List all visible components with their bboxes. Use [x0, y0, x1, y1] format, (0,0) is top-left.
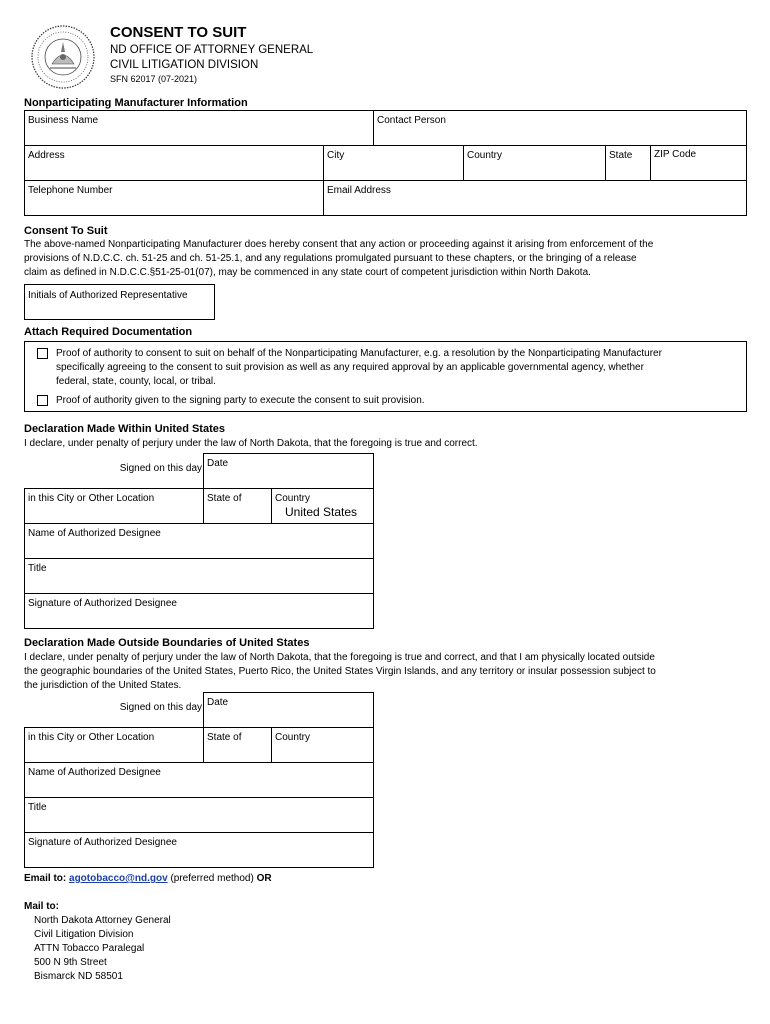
- within-title-label: Title: [28, 563, 47, 574]
- doc-item-2: Proof of authority given to the signing party to execute the consent to suit provision.: [56, 395, 425, 406]
- mail-to-label: Mail to:: [24, 901, 59, 912]
- outside-city-label: in this City or Other Location: [28, 732, 155, 743]
- within-us-declaration: I declare, under penalty of perjury under the law of North Dakota, that the foregoing is true and correct.: [24, 438, 478, 449]
- within-title-field[interactable]: [24, 558, 374, 594]
- state-label: State: [609, 150, 633, 161]
- consent-text-line-1: The above-named Nonparticipating Manufacturer does hereby consent that any action or proceeding against it arising from enforcement of the: [24, 239, 654, 250]
- doc-item-1-line-3: federal, state, county, local, or tribal.: [56, 376, 216, 387]
- email-suffix: (preferred method): [170, 873, 254, 884]
- outside-us-section-title: Declaration Made Outside Boundaries of United States: [24, 637, 310, 649]
- business-name-field[interactable]: [24, 110, 374, 146]
- consent-section-title: Consent To Suit: [24, 225, 108, 237]
- outside-signature-field[interactable]: [24, 832, 374, 868]
- outside-name-field[interactable]: [24, 762, 374, 798]
- within-city-label: in this City or Other Location: [28, 493, 155, 504]
- office-name: ND OFFICE OF ATTORNEY GENERAL: [110, 44, 314, 56]
- within-signature-label: Signature of Authorized Designee: [28, 598, 177, 609]
- form-title: CONSENT TO SUIT: [110, 24, 247, 41]
- mail-line-5: Bismarck ND 58501: [34, 971, 123, 982]
- outside-state-field[interactable]: [203, 727, 272, 763]
- outside-title-label: Title: [28, 802, 47, 813]
- email-instruction: [24, 873, 272, 884]
- consent-text-line-3: claim as defined in N.D.C.C.§51-25-01(07), may be commenced in any state court of competent jurisdiction within North Dakota.: [24, 267, 591, 278]
- within-us-section-title: Declaration Made Within United States: [24, 423, 225, 435]
- address-label: Address: [28, 150, 65, 161]
- business-name-label: Business Name: [28, 115, 99, 126]
- email-label: Email Address: [327, 185, 391, 196]
- within-date-field[interactable]: [203, 453, 374, 489]
- outside-name-label: Name of Authorized Designee: [28, 767, 161, 778]
- state-seal-logo: [30, 24, 96, 90]
- outside-date-label: Date: [207, 697, 229, 708]
- outside-signed-label: Signed on this day: [119, 702, 202, 713]
- city-field[interactable]: [323, 145, 464, 181]
- initials-label: Initials of Authorized Representative: [28, 290, 188, 301]
- zip-label: ZIP Code: [654, 149, 697, 160]
- division-name: CIVIL LITIGATION DIVISION: [110, 59, 259, 71]
- documentation-section-title: Attach Required Documentation: [24, 326, 193, 338]
- within-country-label: Country: [275, 493, 311, 504]
- state-field[interactable]: [605, 145, 651, 181]
- outside-title-field[interactable]: [24, 797, 374, 833]
- initials-field[interactable]: [24, 284, 215, 320]
- within-state-field[interactable]: [203, 488, 272, 524]
- outside-city-field[interactable]: [24, 727, 204, 763]
- manufacturer-section-title: Nonparticipating Manufacturer Information: [24, 97, 248, 109]
- address-field[interactable]: [24, 145, 324, 181]
- telephone-field[interactable]: [24, 180, 324, 216]
- email-link[interactable]: agotobacco@nd.gov: [69, 873, 168, 884]
- outside-date-field[interactable]: [203, 692, 374, 728]
- authority-signing-checkbox[interactable]: [37, 395, 48, 406]
- within-signature-field[interactable]: [24, 593, 374, 629]
- or-text: OR: [256, 873, 272, 884]
- within-name-label: Name of Authorized Designee: [28, 528, 161, 539]
- outside-state-label: State of: [207, 732, 242, 743]
- authority-consent-checkbox[interactable]: [37, 348, 48, 359]
- form-number: SFN 62017 (07-2021): [110, 74, 198, 84]
- within-country-field[interactable]: [271, 488, 374, 524]
- outside-country-label: Country: [275, 732, 311, 743]
- contact-person-label: Contact Person: [377, 115, 446, 126]
- outside-us-line-3: the jurisdiction of the United States.: [24, 680, 182, 691]
- mail-line-3: ATTN Tobacco Paralegal: [34, 943, 145, 954]
- outside-us-line-1: I declare, under penalty of perjury under the law of North Dakota, that the foregoing is true and correct, and that I am physically located outside: [24, 652, 655, 663]
- consent-text-line-2: provisions of N.D.C.C. ch. 51-25 and ch. 51-25.1, and any regulations promulgated pursuant to these chapters, or the bringing of a release: [24, 253, 637, 264]
- country-field[interactable]: [463, 145, 606, 181]
- country-label: Country: [467, 150, 503, 161]
- zip-field[interactable]: [650, 145, 747, 181]
- within-state-label: State of: [207, 493, 242, 504]
- outside-signature-label: Signature of Authorized Designee: [28, 837, 177, 848]
- email-field[interactable]: [323, 180, 747, 216]
- mail-line-1: North Dakota Attorney General: [34, 915, 171, 926]
- city-label: City: [327, 150, 345, 161]
- within-signed-label: Signed on this day: [119, 463, 202, 474]
- doc-item-1-line-2: specifically agreeing to the consent to suit provision as well as any required approval by an applicable governmental agency, whether: [56, 362, 644, 373]
- within-date-label: Date: [207, 458, 229, 469]
- within-country-value: United States: [285, 505, 358, 519]
- within-name-field[interactable]: [24, 523, 374, 559]
- doc-item-1-line-1: Proof of authority to consent to suit on behalf of the Nonparticipating Manufacturer, e.g. a resolution by the Nonparticipating Manufacturer: [56, 348, 662, 359]
- outside-country-field[interactable]: [271, 727, 374, 763]
- telephone-label: Telephone Number: [28, 185, 113, 196]
- contact-person-field[interactable]: [373, 110, 747, 146]
- mail-line-2: Civil Litigation Division: [34, 929, 134, 940]
- email-prefix: Email to:: [24, 873, 67, 884]
- within-city-field[interactable]: [24, 488, 204, 524]
- mail-line-4: 500 N 9th Street: [34, 957, 107, 968]
- outside-us-line-2: the geographic boundaries of the United States, Puerto Rico, the United States Virgin Islands, and any territory or insular possession subject to: [24, 666, 656, 677]
